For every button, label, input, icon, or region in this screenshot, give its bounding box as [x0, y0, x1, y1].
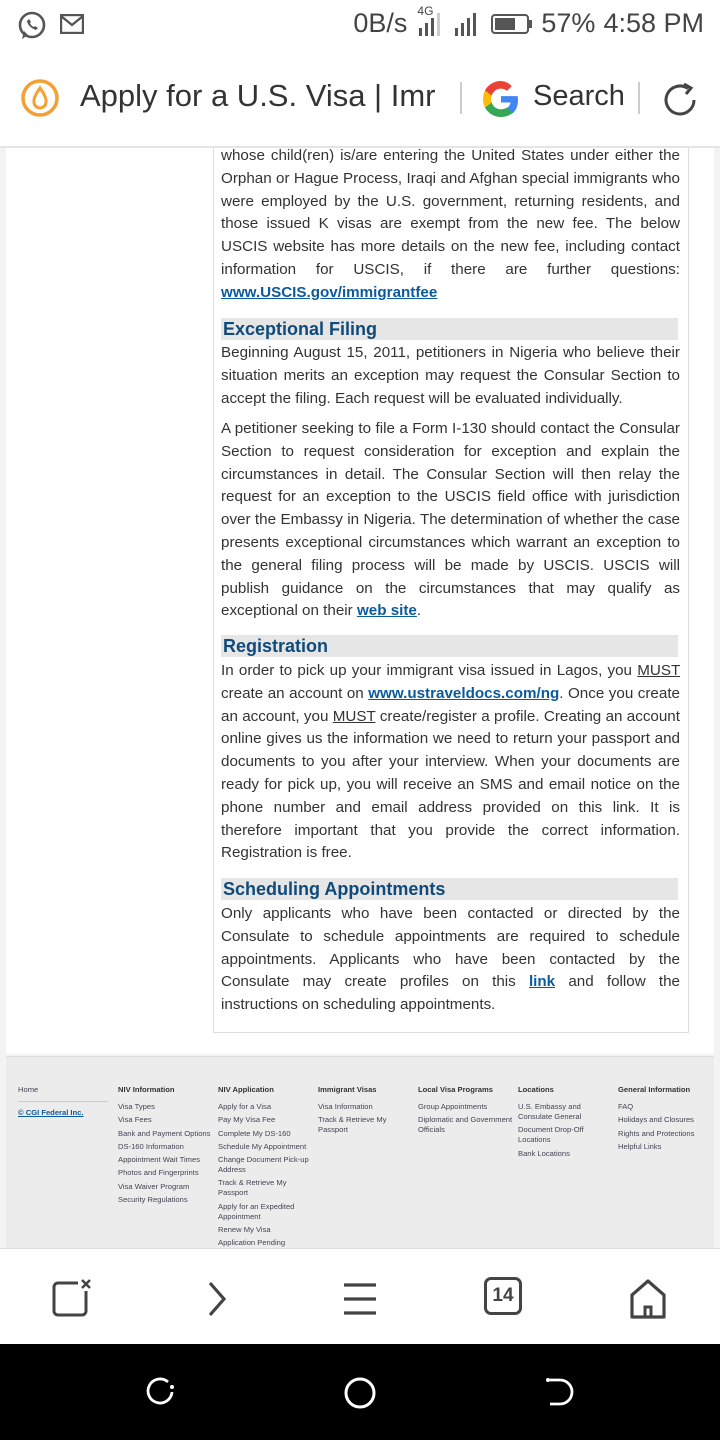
footer-link[interactable]: Track & Retrieve My Passport [218, 1178, 287, 1198]
scheduling-text-1: Only applicants who have been contacted or directed by the Consulate to schedule appointments are required to schedule appointments. Applicants who have been contacted by the Consulate may create profiles on this [221, 905, 680, 991]
footer-link[interactable]: Bank and Payment Options [118, 1128, 211, 1138]
tab-count: 14 [492, 1285, 514, 1306]
google-icon[interactable] [480, 78, 522, 120]
footer-heading: General Information [618, 1085, 691, 1094]
section-heading-exceptional-filing: Exceptional Filing [221, 318, 678, 340]
footer-link[interactable]: Diplomatic and Government Officials [418, 1115, 513, 1135]
site-footer [6, 1056, 714, 1248]
footer-heading: NIV Information [118, 1085, 175, 1094]
address-bar-title[interactable]: Apply for a U.S. Visa | Imr [80, 78, 436, 113]
uscis-fee-link[interactable]: www.USCIS.gov/immigrantfee [221, 283, 438, 301]
scheduling-text-2: and follow the instructions on scheduling appointments. [221, 973, 680, 1014]
footer-col-niv-information [118, 1085, 216, 1208]
footer-col-general-information [618, 1085, 712, 1155]
footer-col-niv-application [218, 1085, 316, 1248]
intro-paragraph [221, 148, 680, 305]
status-bar [0, 0, 720, 50]
must-emphasis: MUST [637, 662, 680, 679]
exceptional-text: A petitioner seeking to file a Form I-130 should contact the Consular Section to request consideration for exception and explain the circumstances in detail. The Consular Section will then relay the request for an exception to the USCIS field office with jurisdiction over the Embassy in Nigeria. The determination of whether the case presents exceptional circumstances which warrant an exception to the general filing process will be made by USCIS. USCIS will publish guidance on the circumstances that may qualify as exceptional on their [221, 420, 680, 620]
footer-link[interactable]: Bank Locations [518, 1148, 570, 1158]
footer-link[interactable]: Apply for a Visa [218, 1102, 272, 1111]
footer-link[interactable]: Visa Types [118, 1102, 155, 1111]
footer-link[interactable]: Appointment Wait Times [118, 1155, 201, 1165]
close-tab-icon[interactable] [50, 1277, 94, 1321]
home-circle-icon[interactable] [342, 1375, 378, 1411]
footer-link[interactable]: Application Pending [218, 1238, 286, 1248]
registration-paragraph [221, 660, 680, 865]
battery-icon [491, 13, 533, 35]
divider [460, 82, 462, 114]
footer-link[interactable]: Visa Information [318, 1102, 373, 1111]
footer-link[interactable]: Visa Waiver Program [118, 1181, 190, 1191]
search-button[interactable]: Search [533, 80, 625, 112]
footer-col-locations [518, 1085, 616, 1162]
registration-text-4: create/register a profile. Creating an account online gives us the information we need to return your passport and documents to you after your interview. When your documents are ready for pick up, you will receive an SMS and email notice on the phone number and email address provided on this link. It is therefore important that you provide the correct information. Registration is free. [221, 707, 680, 862]
registration-text-3: . Once you create an account, you [221, 684, 680, 725]
footer-link[interactable]: Track & Retrieve My Passport [318, 1115, 387, 1135]
section-heading-registration: Registration [221, 635, 678, 657]
footer-col-local-visa-programs [418, 1085, 516, 1139]
footer-link[interactable]: Holidays and Closures [618, 1115, 694, 1125]
recent-apps-icon[interactable] [144, 1376, 176, 1408]
network-type: 4G [417, 3, 434, 18]
registration-text-1: In order to pick up your immigrant visa issued in Lagos, you [221, 662, 633, 679]
back-icon[interactable] [542, 1376, 576, 1408]
footer-link[interactable]: Security Regulations [118, 1195, 188, 1205]
network-speed: 0B/s [353, 8, 408, 38]
footer-link[interactable]: Pay My Visa Fee [218, 1115, 276, 1125]
footer-link[interactable]: Rights and Protections [618, 1128, 695, 1138]
web-content[interactable] [0, 148, 720, 1248]
footer-link[interactable]: Renew My Visa [218, 1225, 271, 1235]
footer-link[interactable]: Photos and Fingerprints [118, 1168, 199, 1178]
site-icon [20, 78, 60, 118]
period: . [416, 602, 422, 620]
registration-text-2: create an account on [221, 684, 364, 702]
footer-heading: Local Visa Programs [418, 1085, 493, 1094]
footer-heading: Immigrant Visas [318, 1085, 377, 1094]
battery-level: 57% [541, 8, 596, 38]
footer-link[interactable]: U.S. Embassy and Consulate General [518, 1102, 582, 1121]
profile-link[interactable]: link [528, 973, 556, 991]
footer-home-col [18, 1085, 108, 1121]
exceptional-paragraph-1: Beginning August 15, 2011, petitioners in Nigeria who believe their situation merits an exception may request the Consular Section to accept the filing. Each request will be evaluated individually. [221, 344, 680, 407]
footer-heading: NIV Application [218, 1085, 274, 1094]
footer-link[interactable]: Change Document Pick-up Address [218, 1155, 309, 1175]
footer-link[interactable]: Document Drop-Off Locations [518, 1125, 584, 1145]
gmail-icon [60, 14, 84, 34]
must-emphasis-2: MUST [332, 707, 376, 725]
whatsapp-icon [16, 10, 48, 42]
browser-toolbar [0, 50, 720, 148]
forward-icon[interactable] [200, 1277, 232, 1321]
system-navigation-bar [0, 1344, 720, 1440]
menu-icon[interactable] [340, 1277, 380, 1321]
footer-link[interactable]: Schedule My Appointment [218, 1141, 307, 1151]
footer-link[interactable]: Group Appointments [418, 1102, 488, 1111]
footer-heading: Locations [518, 1085, 554, 1094]
home-icon[interactable] [628, 1277, 668, 1321]
footer-link[interactable]: Helpful Links [618, 1141, 662, 1151]
scheduling-paragraph [221, 903, 680, 1017]
footer-copyright-link[interactable]: © CGI Federal Inc. [18, 1108, 84, 1117]
footer-link[interactable]: Visa Fees [118, 1115, 152, 1125]
footer-link[interactable]: Complete My DS-160 [218, 1128, 291, 1138]
ustraveldocs-link[interactable]: www.ustraveldocs.com/ng [368, 684, 560, 702]
footer-col-immigrant-visas [318, 1085, 416, 1139]
clock: 4:58 PM [603, 8, 704, 38]
browser-bottom-nav [0, 1248, 720, 1345]
web-site-link[interactable]: web site [356, 602, 417, 620]
footer-link[interactable]: DS-160 Information [118, 1141, 184, 1151]
section-heading-scheduling: Scheduling Appointments [221, 878, 678, 900]
footer-link[interactable]: Apply for an Expedited Appointment [218, 1201, 295, 1221]
intro-text: whose child(ren) is/are entering the United States under either the Orphan or Hague Process, Iraqi and Afghan special immigrants who were employed by the U.S. government, returning residents, and those issued K visas are exempt from the new fee. The below USCIS website has more details on the new fee, including contact information for USCIS, if there are further questions: [221, 148, 680, 278]
tabs-icon[interactable] [484, 1277, 522, 1315]
reload-icon[interactable] [658, 78, 702, 122]
signal-icon-2 [453, 10, 483, 38]
divider [638, 82, 640, 114]
footer-home-link[interactable]: Home [18, 1085, 108, 1102]
signal-icon [415, 3, 445, 38]
footer-link[interactable]: FAQ [618, 1102, 634, 1111]
exceptional-paragraph-2 [221, 418, 680, 623]
